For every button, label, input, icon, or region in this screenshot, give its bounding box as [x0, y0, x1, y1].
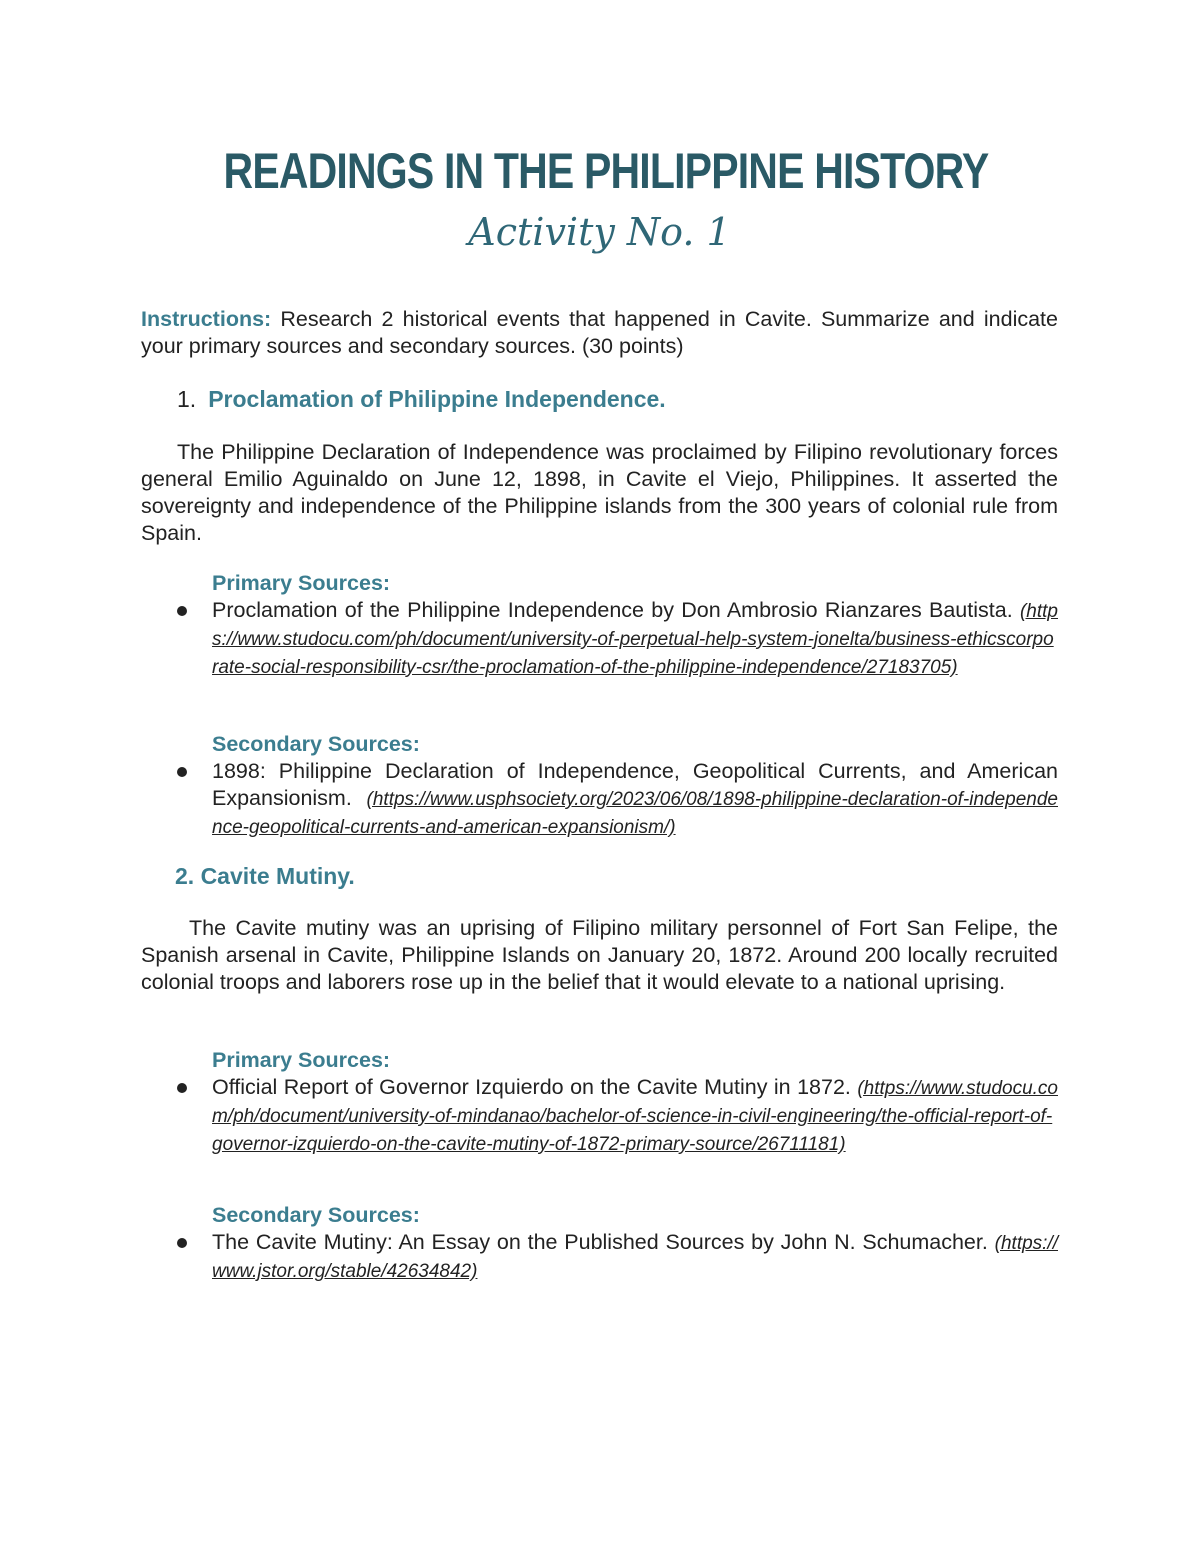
section2-secondary-label: Secondary Sources: [212, 1203, 420, 1227]
section1-number: 1. [177, 386, 197, 412]
section2-primary-item [212, 1074, 1058, 1158]
section1-secondary-label: Secondary Sources: [212, 732, 420, 756]
section2-body-text: The Cavite mutiny was an uprising of Filipino military personnel of Fort San Felipe, the Spanish arsenal in Cavite, Philippine Islands on January 20, 1872. Around 200 locally recruited colonial troops and laborers rose up in the belief that it would elevate to a national uprising. [141, 916, 1058, 994]
bullet-icon [177, 767, 187, 777]
document-subtitle: Activity No. 1 [468, 210, 731, 254]
section2-primary-text: Official Report of Governor Izquierdo on the Cavite Mutiny in 1872. [212, 1075, 858, 1099]
section2-secondary-text: The Cavite Mutiny: An Essay on the Published Sources by John N. Schumacher. [212, 1230, 995, 1254]
instructions-text: Research 2 historical events that happened in Cavite. Summarize and indicate your primary sources and secondary sources. (30 points) [141, 307, 1058, 358]
section1-primary-text: Proclamation of the Philippine Independence by Don Ambrosio Rianzares Bautista. [212, 598, 1020, 622]
section1-primary-item [212, 597, 1058, 681]
section2-heading: 2. Cavite Mutiny. [175, 863, 355, 889]
section1-body-text: The Philippine Declaration of Independence was proclaimed by Filipino revolutionary forces general Emilio Aguinaldo on June 12, 1898, in Cavite el Viejo, Philippines. It asserted the sovereignty and independence of the Philippine islands from the 300 years of colonial rule from Spain. [141, 440, 1058, 545]
document-title: READINGS IN THE PHILIPPINE HISTORY [223, 143, 989, 199]
section2-body [141, 915, 1058, 996]
section2-secondary-item [212, 1229, 1058, 1285]
section1-body [141, 439, 1058, 547]
section1-secondary-link[interactable]: (https://www.usphsociety.org/2023/06/08/1898-philippine-declaration-of-independence-geopolitical-currents-and-american-expansionism/) [212, 789, 1058, 838]
section2-secondary-link[interactable]: (https://www.jstor.org/stable/42634842) [212, 1233, 1058, 1282]
bullet-icon [177, 606, 187, 616]
section2-primary-label: Primary Sources: [212, 1048, 391, 1072]
instructions-label: Instructions: [141, 307, 272, 331]
section1-primary-link[interactable]: (https://www.studocu.com/ph/document/university-of-perpetual-help-system-jonelta/business-ethicscorporate-social-responsibility-csr/the-proclamation-of-the-philippine-independence/27183705) [212, 601, 1058, 678]
section1-heading [177, 386, 666, 413]
section1-secondary-item [212, 758, 1058, 841]
section1-primary-label: Primary Sources: [212, 571, 391, 595]
section1-secondary-text: 1898: Philippine Declaration of Independence, Geopolitical Currents, and American Expansionism. [212, 759, 1058, 810]
bullet-icon [177, 1083, 187, 1093]
section2-primary-link[interactable]: (https://www.studocu.com/ph/document/university-of-mindanao/bachelor-of-science-in-civil-engineering/the-official-report-of-governor-izquierdo-on-the-cavite-mutiny-of-1872-primary-source/26711181) [212, 1078, 1058, 1155]
bullet-icon [177, 1238, 187, 1248]
section1-title: Proclamation of Philippine Independence. [208, 386, 666, 412]
instructions-paragraph [141, 306, 1058, 360]
